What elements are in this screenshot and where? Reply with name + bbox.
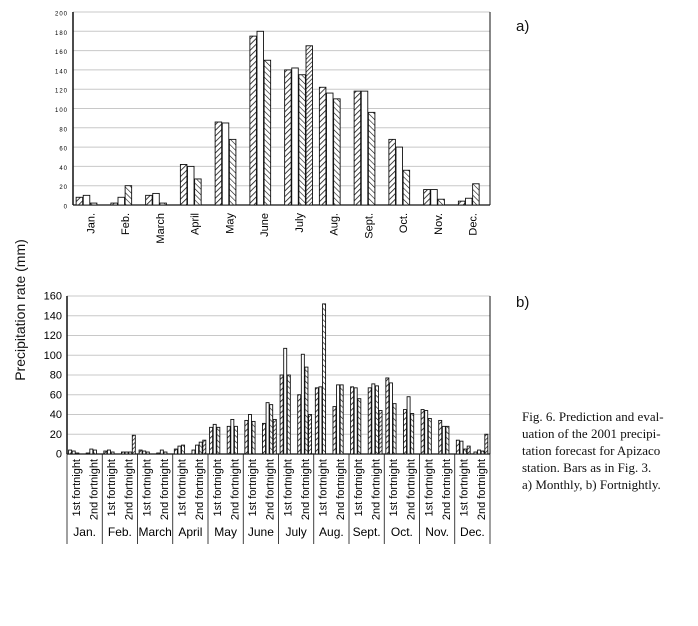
bar <box>192 450 195 454</box>
bar <box>299 75 306 205</box>
bar <box>428 418 431 454</box>
x-tick-label: 1st fortnight <box>176 459 189 517</box>
y-tick-label: 60 <box>49 389 62 402</box>
bar <box>425 411 428 454</box>
bar <box>368 388 371 454</box>
bar <box>431 190 438 205</box>
bar <box>121 452 124 454</box>
bar <box>340 385 343 454</box>
bar <box>250 36 257 205</box>
x-tick-label: Feb. <box>120 213 133 236</box>
bar <box>442 426 445 454</box>
bar <box>305 367 308 454</box>
month-label: Dec. <box>460 525 485 539</box>
bar <box>234 426 237 454</box>
bar <box>76 453 79 454</box>
bar <box>203 440 206 454</box>
bar <box>174 449 177 454</box>
bar <box>333 407 336 454</box>
bar <box>129 452 132 454</box>
y-tick-label: 40 <box>59 165 68 172</box>
bar <box>160 450 163 454</box>
bar <box>292 68 299 205</box>
bar <box>354 388 357 454</box>
bar <box>86 453 89 454</box>
x-tick-label: 2nd fortnight <box>405 459 418 521</box>
month-label: Aug. <box>319 525 344 539</box>
bar <box>337 385 340 454</box>
x-tick-label: 1st fortnight <box>282 459 295 517</box>
bar <box>309 415 312 455</box>
bar <box>146 452 149 454</box>
bar <box>481 451 484 454</box>
panel-label-b: b) <box>516 294 530 311</box>
y-tick-label: 60 <box>59 146 68 153</box>
caption-line-5: a) Monthly, b) Fortnightly. <box>522 477 661 492</box>
bar <box>83 195 90 205</box>
bar <box>421 410 424 454</box>
y-tick-label: 120 <box>54 88 68 95</box>
x-tick-label: 2nd fortnight <box>476 459 489 521</box>
y-tick-label: 140 <box>54 69 68 76</box>
bar <box>157 453 160 454</box>
x-tick-label: March <box>154 213 167 244</box>
y-tick-label: 200 <box>54 11 68 18</box>
bar <box>199 442 202 454</box>
bar <box>403 410 406 454</box>
bar <box>139 450 142 454</box>
bar <box>298 395 301 454</box>
y-tick-label: 80 <box>59 127 68 134</box>
bar <box>262 423 265 454</box>
x-tick-label: 1st fortnight <box>423 459 436 517</box>
month-label: June <box>247 525 274 539</box>
bar <box>446 426 449 454</box>
x-tick-label: April <box>189 213 202 236</box>
bar <box>222 123 229 205</box>
x-tick-label: 2nd fortnight <box>264 459 277 521</box>
x-tick-label: 1st fortnight <box>211 459 224 517</box>
y-tick-label: 0 <box>55 448 62 461</box>
x-tick-label: May <box>224 213 237 234</box>
bar <box>104 451 107 454</box>
y-tick-label: 180 <box>54 30 68 37</box>
bar <box>396 147 403 205</box>
bar <box>280 375 283 454</box>
y-tick-label: 140 <box>43 310 62 323</box>
bar <box>460 441 463 454</box>
bar <box>319 387 322 454</box>
x-tick-label: 2nd fortnight <box>370 459 383 521</box>
bar <box>143 451 146 454</box>
bar <box>285 70 292 205</box>
bar <box>245 420 248 454</box>
bar <box>361 91 368 205</box>
bar <box>132 435 135 454</box>
bar <box>458 201 465 205</box>
bar <box>146 195 153 205</box>
bar <box>93 450 96 454</box>
x-tick-label: 2nd fortnight <box>299 459 312 521</box>
y-tick-label: 160 <box>54 50 68 57</box>
x-tick-label: June <box>259 213 272 237</box>
x-tick-label: 1st fortnight <box>141 459 154 517</box>
y-tick-label: 100 <box>54 108 68 114</box>
bar <box>153 193 160 205</box>
x-tick-label: 1st fortnight <box>70 459 83 517</box>
x-tick-label: Jan. <box>85 213 98 234</box>
bar <box>231 419 234 454</box>
bar <box>90 449 93 454</box>
bar <box>407 397 410 454</box>
bar <box>411 414 414 454</box>
bar <box>438 199 445 205</box>
bar <box>379 411 382 454</box>
month-label: April <box>178 525 203 539</box>
bar <box>456 440 459 454</box>
month-label: Feb. <box>107 525 132 539</box>
caption-line-4: station. Bars as in Fig. 3. <box>522 460 652 475</box>
bar <box>227 426 230 454</box>
bar <box>323 304 326 454</box>
bar <box>327 93 334 205</box>
x-tick-label: 2nd fortnight <box>88 459 101 521</box>
bar <box>182 445 185 454</box>
bar <box>72 451 75 454</box>
bar <box>76 197 83 205</box>
month-label: May <box>214 525 237 539</box>
bar <box>164 452 167 454</box>
bar <box>315 388 318 454</box>
bar <box>196 445 199 454</box>
y-tick-label: 120 <box>43 330 62 342</box>
x-tick-label: Aug. <box>328 213 341 236</box>
x-tick-label: 2nd fortnight <box>123 459 136 521</box>
y-axis-label: Precipitation rate (mm) <box>12 239 28 381</box>
bar <box>273 419 276 454</box>
x-tick-label: 1st fortnight <box>458 459 471 517</box>
x-tick-label: 1st fortnight <box>106 459 119 517</box>
bar <box>375 386 378 454</box>
bar <box>358 399 361 454</box>
x-tick-label: 2nd fortnight <box>440 459 453 521</box>
bar <box>403 170 410 205</box>
x-tick-label: Oct. <box>398 213 411 234</box>
bar <box>69 450 72 454</box>
x-tick-label: 1st fortnight <box>352 459 365 517</box>
chart-monthly <box>0 0 698 280</box>
y-tick-label: 80 <box>49 369 62 382</box>
bar <box>248 415 251 455</box>
bar <box>266 403 269 454</box>
caption-line-2: uation of the 2001 precipi- <box>522 426 661 441</box>
y-tick-label: 100 <box>43 349 62 362</box>
bar <box>467 446 470 454</box>
bar <box>485 434 488 454</box>
month-label: July <box>285 525 307 539</box>
bar <box>424 190 431 205</box>
month-label: Nov. <box>425 525 450 539</box>
bar <box>389 139 396 205</box>
bar <box>306 46 313 205</box>
bar <box>270 405 273 454</box>
caption-line-3: tation forecast for Apizaco <box>522 443 661 458</box>
bar <box>252 421 255 454</box>
month-label: Sept. <box>352 525 381 539</box>
bar <box>334 99 341 205</box>
x-tick-label: 1st fortnight <box>247 459 260 517</box>
bar <box>195 179 202 205</box>
bar <box>229 139 236 205</box>
y-tick-label: 40 <box>49 409 62 421</box>
x-tick-label: 1st fortnight <box>388 459 401 517</box>
bar <box>210 427 213 454</box>
bar <box>473 184 480 205</box>
y-tick-label: 20 <box>59 185 68 192</box>
bar <box>107 450 110 454</box>
bar <box>217 427 220 454</box>
y-tick-label: 20 <box>49 428 62 441</box>
bar <box>160 203 167 205</box>
x-tick-label: Dec. <box>467 213 480 236</box>
month-label: Oct. <box>390 525 413 539</box>
x-tick-label: Sept. <box>363 213 376 239</box>
y-tick-label: 160 <box>43 290 62 303</box>
bar <box>466 198 473 205</box>
bar <box>464 449 467 454</box>
x-tick-label: 1st fortnight <box>317 459 330 517</box>
bar <box>386 378 389 454</box>
x-tick-label: 2nd fortnight <box>335 459 348 521</box>
x-tick-label: Nov. <box>432 213 445 235</box>
bar <box>257 31 264 205</box>
bar <box>368 112 375 205</box>
bar <box>178 446 181 454</box>
bar <box>351 387 354 454</box>
bar <box>125 186 132 205</box>
bar <box>213 424 216 454</box>
bar <box>389 383 392 454</box>
bar <box>287 375 290 454</box>
bar <box>439 420 442 454</box>
bar <box>284 348 287 454</box>
x-tick-label: 2nd fortnight <box>194 459 207 521</box>
bar <box>215 122 222 205</box>
x-tick-label: 2nd fortnight <box>158 459 171 521</box>
panel-label-a: a) <box>516 18 530 35</box>
month-label: March <box>138 525 172 539</box>
bar <box>354 91 361 205</box>
bar <box>393 404 396 454</box>
x-tick-label: July <box>293 213 306 233</box>
bar <box>90 203 97 205</box>
bar <box>125 452 128 454</box>
bar <box>188 166 195 205</box>
bar <box>118 197 125 205</box>
bar <box>372 384 375 454</box>
bar <box>264 60 271 205</box>
bar <box>301 354 304 454</box>
bar <box>111 203 118 205</box>
figure-caption <box>522 408 694 493</box>
month-label: Jan. <box>73 525 96 539</box>
bar <box>319 87 326 205</box>
bar <box>111 452 114 454</box>
caption-line-1: Fig. 6. Prediction and eval- <box>522 409 664 424</box>
y-tick-label: 0 <box>63 204 68 211</box>
x-tick-label: 2nd fortnight <box>229 459 242 521</box>
bar <box>478 450 481 454</box>
bar <box>180 164 187 205</box>
bar <box>474 452 477 454</box>
